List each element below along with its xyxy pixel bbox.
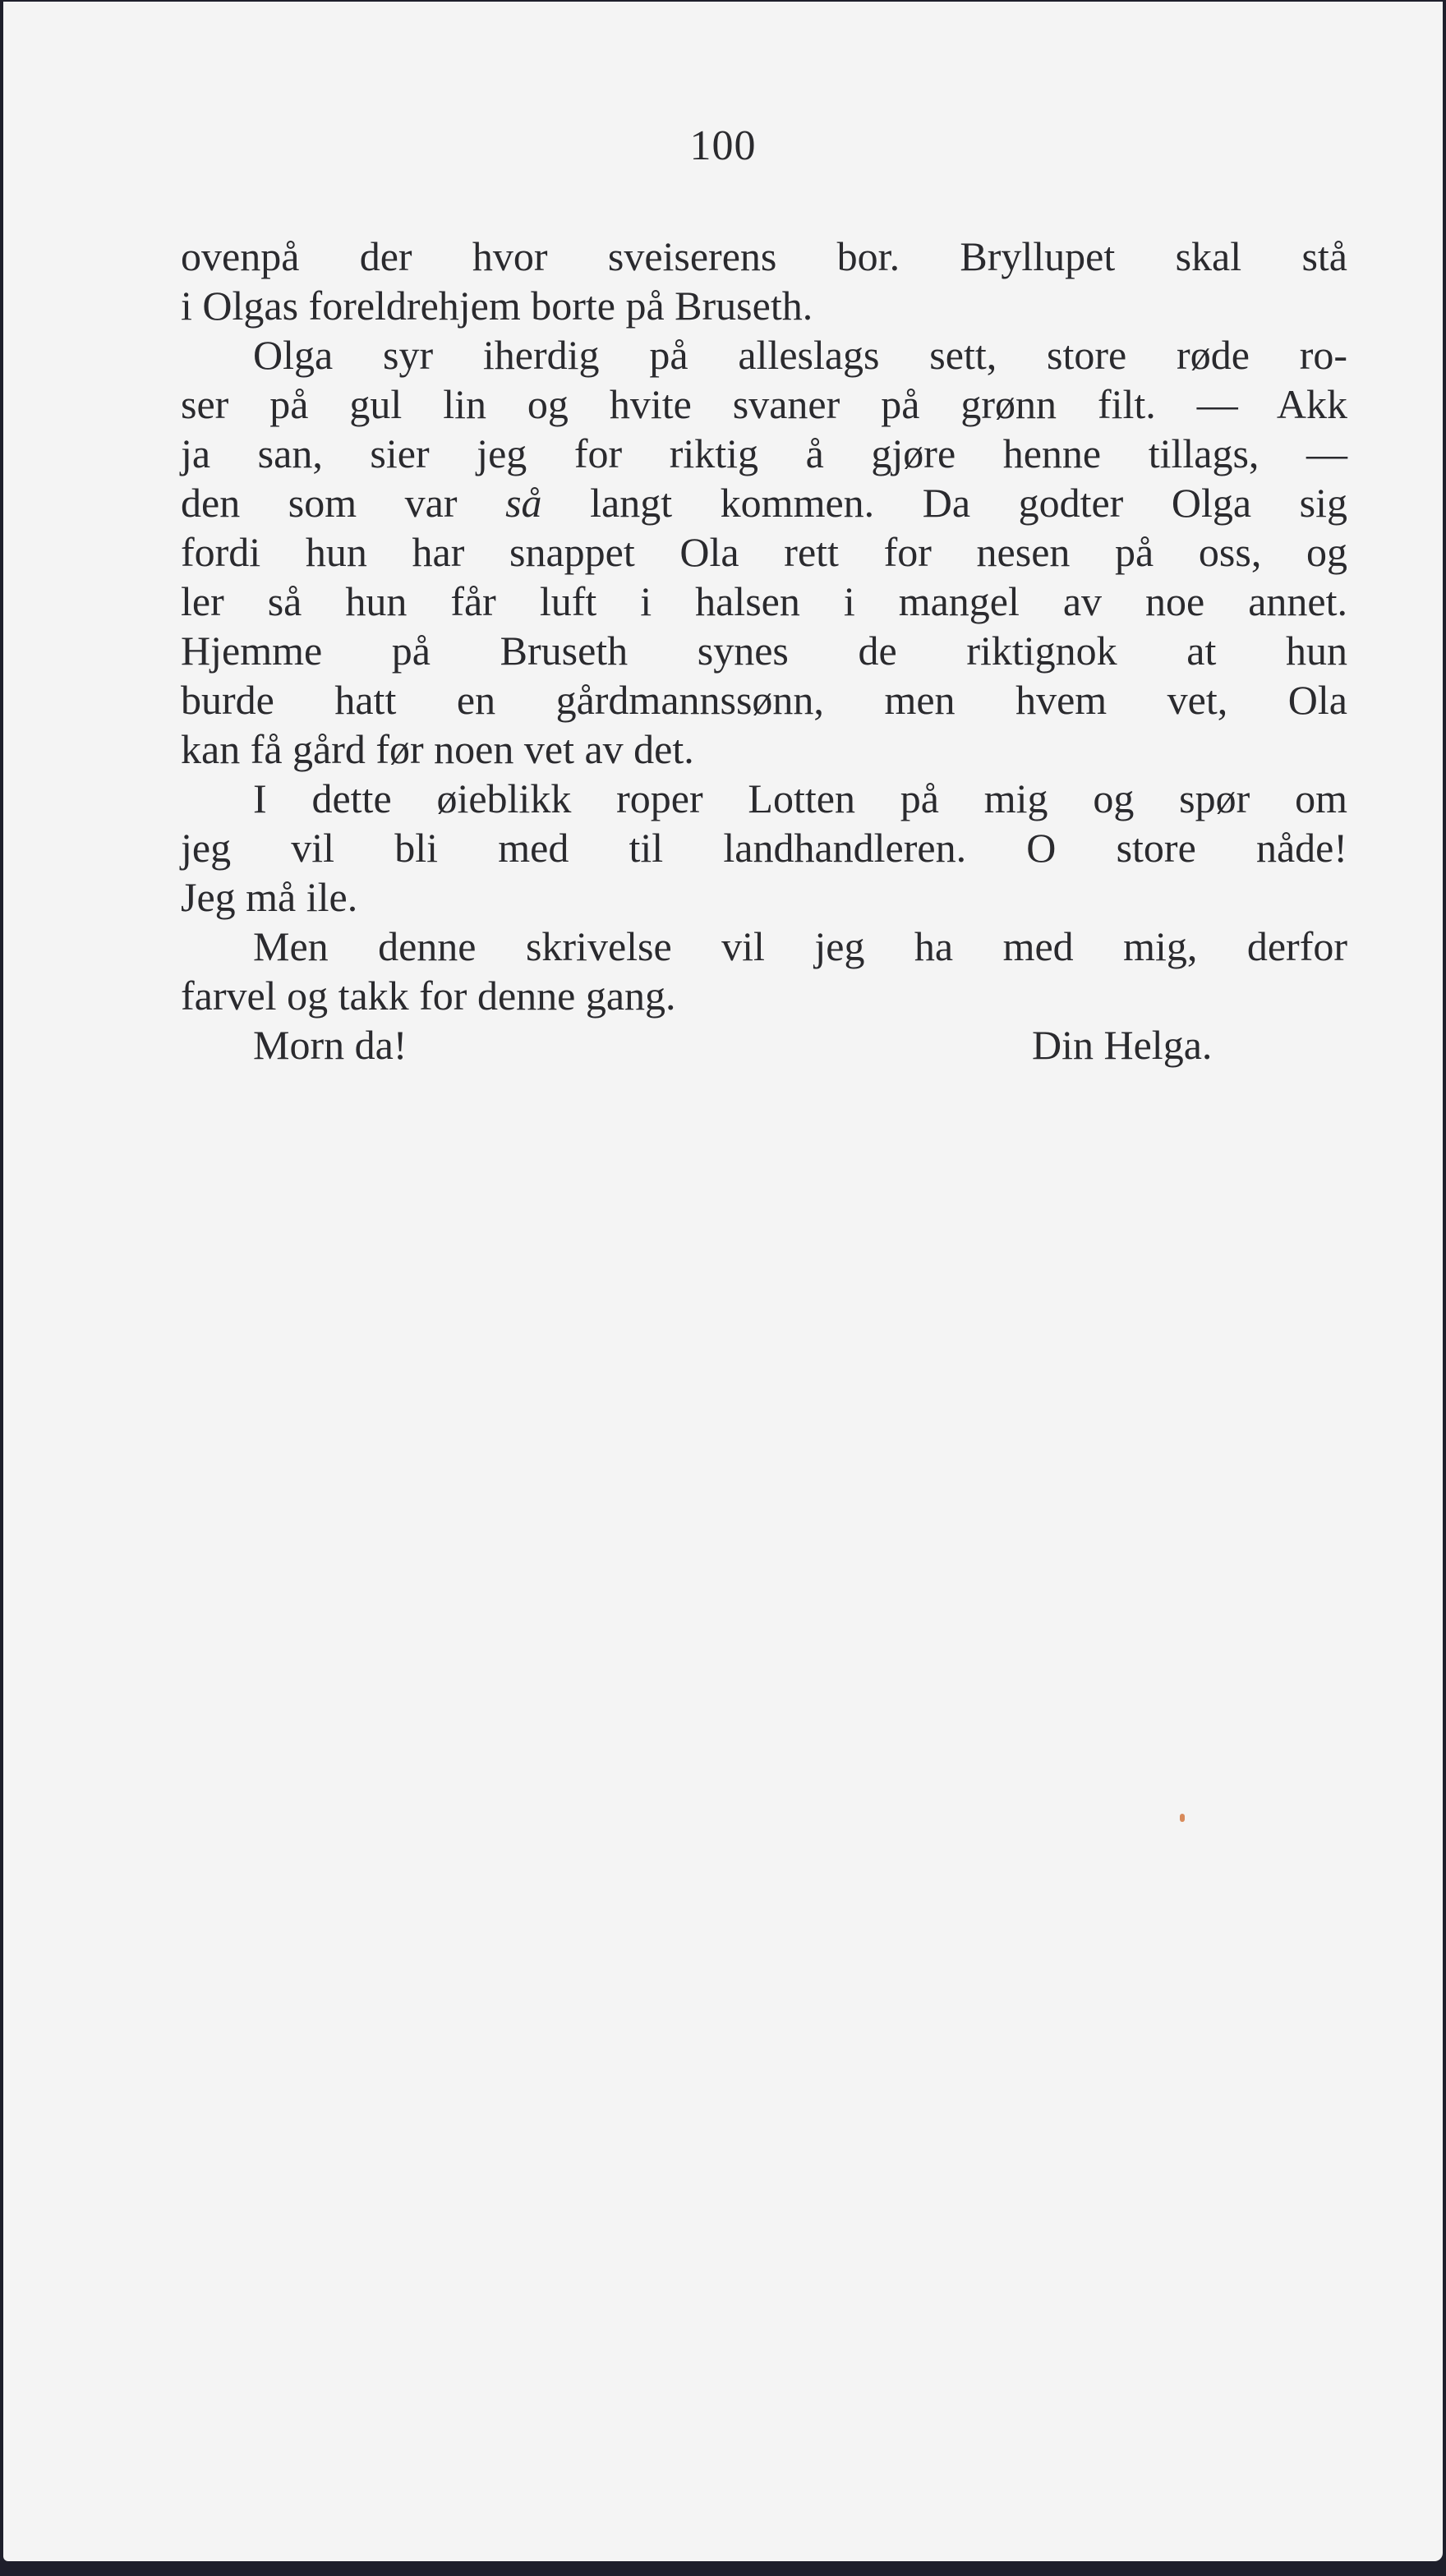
text-line: ovenpå der hvor sveiserens bor. Bryllupet skal stå (181, 233, 1347, 279)
text-line (181, 478, 1347, 527)
italic-word: så (505, 480, 542, 526)
paper-speck (1180, 1814, 1185, 1822)
text-line: burde hatt en gårdmannssønn, men hvem vet, Ola (181, 677, 1347, 723)
text-segment: langt kommen. Da godter Olga sig (541, 480, 1347, 526)
text-segment: den som var (181, 480, 506, 526)
text-line: ser på gul lin og hvite svaner på grønn filt. — Akk (181, 381, 1347, 427)
book-page (3, 2, 1443, 2561)
text-line: farvel og takk for denne gang. (181, 973, 676, 1019)
text-line: jeg vil bli med til landhandleren. O store nåde! (181, 825, 1347, 871)
body-text (181, 232, 1347, 1070)
closing-greeting: Morn da! (253, 1022, 408, 1068)
closing-line (181, 1020, 1347, 1070)
text-line: Men denne skrivelse vil jeg ha med mig, derfor (253, 923, 1347, 969)
text-line: ja san, sier jeg for riktig å gjøre henne tillags, — (181, 430, 1347, 476)
text-line: Hjemme på Bruseth synes de riktignok at hun (181, 628, 1347, 674)
text-line: Jeg må ile. (181, 874, 358, 920)
text-line: fordi hun har snappet Ola rett for nesen på oss, og (181, 529, 1347, 575)
text-line: ler så hun får luft i halsen i mangel av noe annet. (181, 578, 1347, 624)
closing-signature: Din Helga. (1032, 1022, 1213, 1068)
text-line: I dette øieblikk roper Lotten på mig og spør om (253, 775, 1347, 821)
text-line: i Olgas foreldrehjem borte på Bruseth. (181, 283, 813, 329)
text-line: kan få gård før noen vet av det. (181, 726, 694, 772)
text-line: Olga syr iherdig på alleslags sett, store røde ro- (253, 332, 1347, 378)
page-number: 100 (689, 122, 757, 169)
